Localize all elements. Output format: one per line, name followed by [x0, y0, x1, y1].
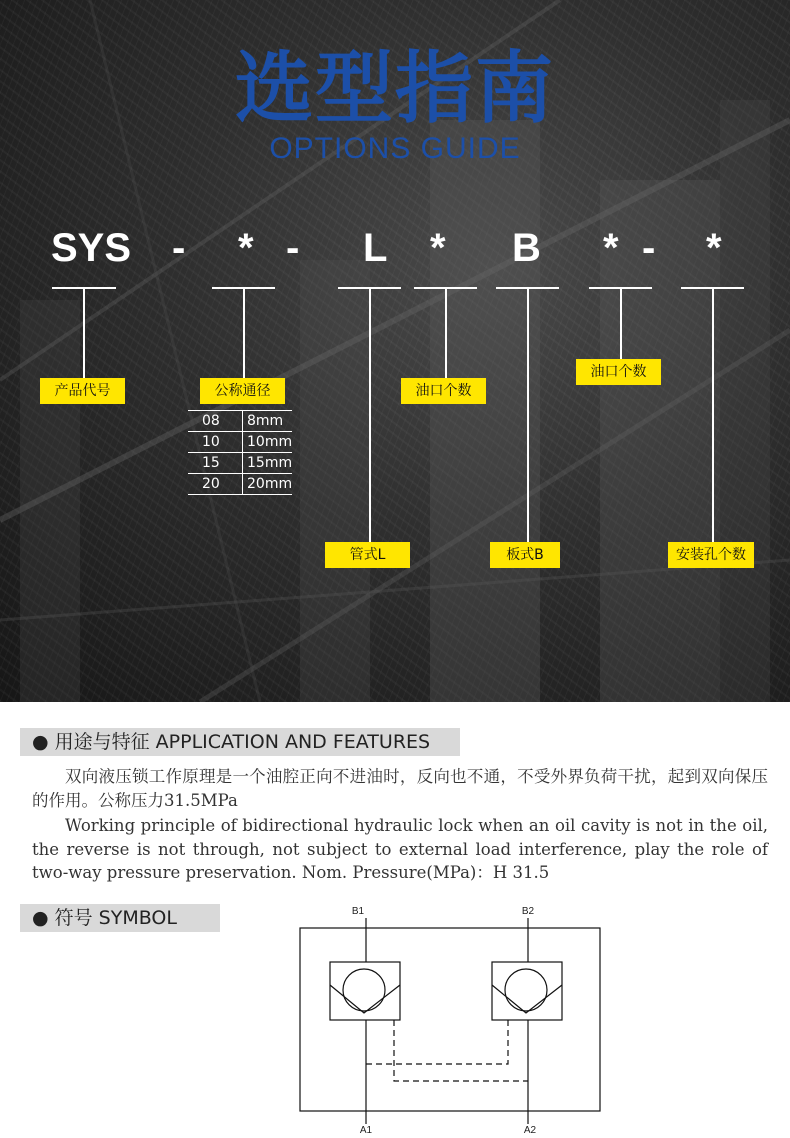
tag-oil-ports-2: 油口个数 — [576, 359, 661, 385]
table-row — [188, 411, 292, 432]
size-code: 15 — [188, 453, 243, 474]
tag-plate-type: 板式B — [490, 542, 560, 568]
application-heading: ● 用途与特征 APPLICATION AND FEATURES — [20, 728, 460, 756]
symbol-heading: ● 符号 SYMBOL — [20, 904, 220, 932]
code-b: B — [512, 226, 541, 270]
tag-product-code: 产品代号 — [40, 378, 125, 404]
check-ball-right-icon — [505, 969, 547, 1011]
tag-nominal-size: 公称通径 — [200, 378, 285, 404]
connector-ports-2 — [620, 289, 622, 359]
connector-holes — [712, 289, 714, 542]
size-code: 08 — [188, 411, 243, 432]
application-text-cn: 双向液压锁工作原理是一个油腔正向不进油时，反向也不通，不受外界负荷干扰，起到双向保压的作用。公称压力31.5MPa — [32, 767, 768, 810]
size-code: 10 — [188, 432, 243, 453]
port-b2-label: B2 — [521, 906, 535, 917]
table-row — [188, 474, 292, 495]
connector-ports-1 — [445, 289, 447, 378]
code-l: L — [363, 226, 388, 270]
port-b1-label: B1 — [351, 906, 365, 917]
code-star-size: * — [238, 226, 254, 270]
check-ball-left-icon — [343, 969, 385, 1011]
pilot-line-1 — [366, 1020, 508, 1064]
port-a1-label: A1 — [359, 1125, 373, 1136]
connector-size — [243, 289, 245, 378]
application-text-en: Working principle of bidirectional hydraulic lock when an oil cavity is not in the oil, the reverse is not through, not subject to external load interference, play the role of two-way pressure preservation. Nom. Pressure(MPa)：H 31.5 — [32, 816, 768, 882]
connector-pipe — [369, 289, 371, 542]
application-text — [32, 765, 768, 885]
port-a2-label: A2 — [523, 1125, 537, 1136]
size-value: 8mm — [243, 411, 293, 432]
size-value: 20mm — [243, 474, 293, 495]
code-star-ports-2: * — [603, 226, 619, 270]
code-dash-3: - — [642, 226, 656, 270]
page-subtitle: OPTIONS GUIDE — [269, 132, 521, 165]
connector-plate — [527, 289, 529, 542]
size-code: 20 — [188, 474, 243, 495]
tag-pipe-type: 管式L — [325, 542, 410, 568]
code-star-ports-1: * — [430, 226, 446, 270]
table-row — [188, 453, 292, 474]
size-value: 10mm — [243, 432, 293, 453]
table-row — [188, 432, 292, 453]
nominal-size-table — [188, 410, 292, 495]
code-dash-2: - — [286, 226, 300, 270]
hydraulic-lock-symbol — [290, 900, 610, 1136]
page-title: 选型指南 — [234, 44, 555, 134]
code-sys: SYS — [51, 226, 132, 270]
size-value: 15mm — [243, 453, 293, 474]
code-dash-1: - — [172, 226, 186, 270]
tag-mount-holes: 安装孔个数 — [668, 542, 754, 568]
connector-product — [83, 289, 85, 378]
tag-oil-ports-1: 油口个数 — [401, 378, 486, 404]
code-star-holes: * — [706, 226, 722, 270]
